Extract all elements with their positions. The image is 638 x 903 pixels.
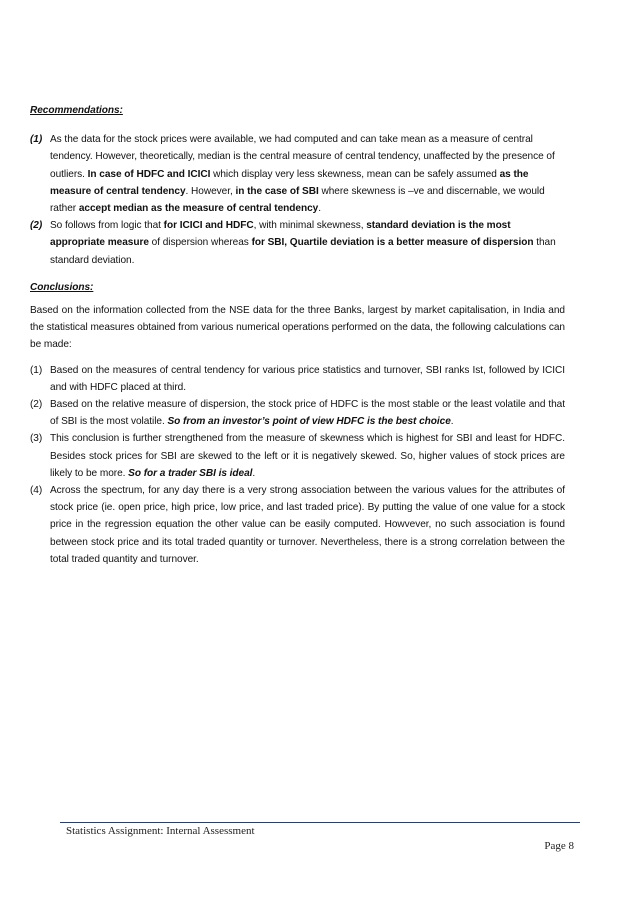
bold-segment: in the case of SBI (235, 185, 319, 197)
text-segment: . (318, 203, 321, 215)
text-segment: where skewness is –ve and discernable, we would rather (50, 185, 545, 215)
footer-divider (60, 822, 580, 823)
bold-segment: as the measure of central tendency (50, 168, 529, 197)
bold-segment: accept median as the measure of central tendency (78, 203, 319, 215)
recommendation-item-1 (30, 131, 565, 217)
item-number: (2) (30, 220, 43, 232)
bold-segment: for ICICI and HDFC (163, 220, 254, 232)
text-segment: As the data for the stock prices were available, we had computed and can take mean as a measure of central tendency. However, theoretically, median is the central measure of central tendency, unaffected by the presence of outliers. (50, 134, 555, 180)
conclusion-item-4 (30, 482, 565, 568)
page-content (30, 102, 565, 568)
text-segment: This conclusion is further strengthened from the measure of skewness which is highest for SBI and least for HDFC. Besides stock prices for SBI are skewed to the left or it is negatively skewed. So, higher values of stock prices are likely to be more. (50, 433, 565, 479)
item-number: (2) (30, 399, 43, 411)
recommendations-heading: Recommendations: (30, 105, 123, 116)
text-segment: of dispersion whereas (148, 237, 252, 249)
text-segment: . (252, 467, 256, 479)
text-segment: So follows from logic that (50, 220, 164, 232)
text-segment: than standard deviation. (50, 237, 556, 266)
text-segment: Across the spectrum, for any day there is a very strong association between the various values for the attributes of stock price (ie. open price, high price, low price, and last traded price). By putting the value of one value for a stock price in the regression equation the other value can be easily computed. Howvever, no such association is found between stock price and its total traded quantity or turnover. Nevertheless, there is a strong correlation between the total traded quantity and turnover. (50, 485, 565, 565)
item-number: (1) (30, 134, 43, 146)
text-segment: Based on the measures of central tendency for various price statistics and turnover, SBI ranks Ist, followed by ICICI and with HDFC placed at third. (50, 364, 565, 393)
conclusions-intro: Based on the information collected from the NSE data for the three Banks, largest by market capitalisation, in India and the statistical measures obtained from various numerical operations performed on the data, the following calculations can be made: (30, 305, 565, 351)
conclusions-list (30, 362, 565, 568)
item-number: (4) (30, 485, 43, 497)
bold-italic-segment: So from an investor’s point of view HDFC is the best choice (167, 416, 451, 428)
recommendations-list (30, 131, 565, 269)
conclusions-heading: Conclusions: (30, 281, 94, 293)
item-number: (3) (30, 433, 43, 445)
footer-title: Statistics Assignment: Internal Assessment (66, 825, 255, 837)
bold-segment: In case of HDFC and ICICI (87, 168, 211, 180)
conclusion-item-3 (30, 430, 565, 482)
item-number: (1) (30, 364, 43, 376)
conclusion-item-2 (30, 396, 565, 430)
text-segment: which display very less skewness, mean can be safely assumed (210, 168, 500, 180)
page-number: Page 8 (544, 840, 574, 852)
recommendation-item-2 (30, 217, 565, 269)
text-segment: Based on the relative measure of dispersion, the stock price of HDFC is the most stable or the least volatile and that of SBI is the most volatile. (50, 399, 565, 428)
bold-segment: for SBI, Quartile deviation is a better measure of dispersion (251, 237, 534, 249)
text-segment: . However, (185, 185, 236, 197)
text-segment: . (450, 416, 454, 428)
section-gap (30, 269, 565, 279)
conclusion-item-1 (30, 362, 565, 396)
bold-italic-segment: So for a trader SBI is ideal (128, 467, 253, 479)
bold-segment: standard deviation is the most appropriate measure (50, 220, 511, 249)
text-segment: , with minimal skewness, (253, 220, 367, 232)
